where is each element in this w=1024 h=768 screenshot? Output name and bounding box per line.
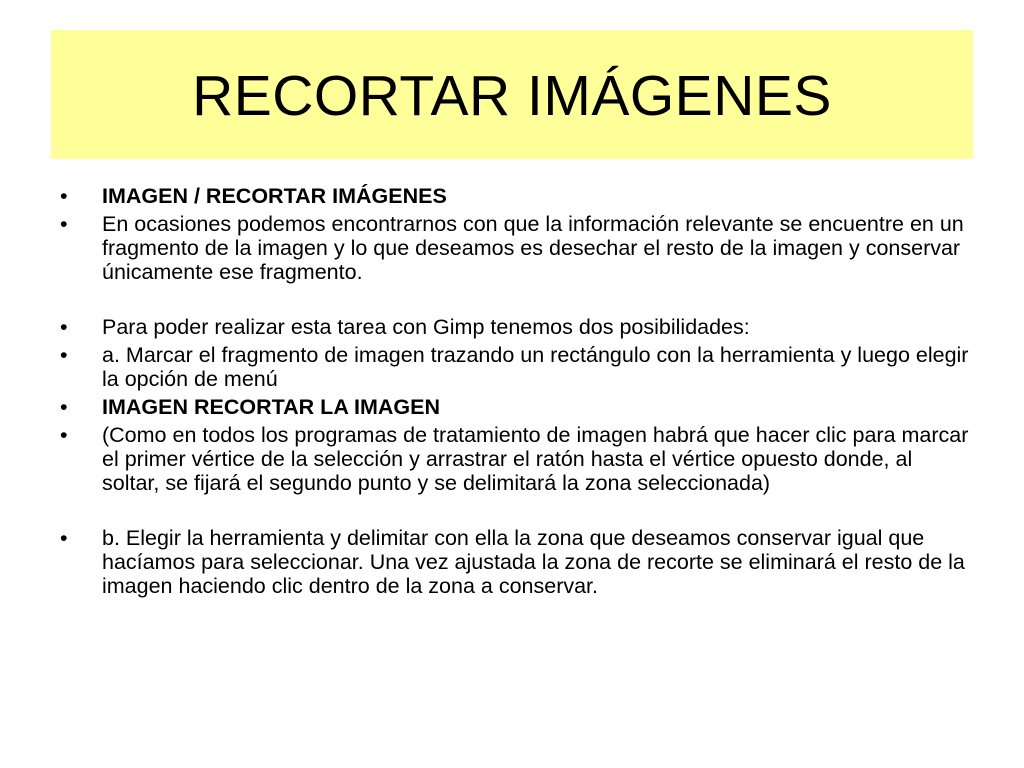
bullet-dot-icon: •	[60, 423, 68, 447]
bullet-text: (Como en todos los programas de tratamiento de imagen habrá que hacer clic para marcar el primer vértice de la selección y arrastrar el ratón hasta el vértice opuesto donde, al soltar, se fijará el segundo punto y se delimitará la zona seleccionada)	[102, 423, 969, 495]
bullet-item	[60, 526, 970, 598]
bullet-dot-icon: •	[60, 526, 68, 550]
bullet-item	[60, 343, 970, 391]
bullet-item	[60, 423, 970, 495]
bullet-dot-icon: •	[60, 184, 68, 208]
bullet-text: En ocasiones podemos encontrarnos con que la información relevante se encuentre en un fragmento de la imagen y lo que deseamos es desechar el resto de la imagen y conservar únicamente ese fragmento.	[102, 212, 964, 284]
bullet-list	[60, 184, 970, 602]
bullet-item	[60, 212, 970, 284]
bullet-text: b. Elegir la herramienta y delimitar con ella la zona que deseamos conservar igual que hacíamos para seleccionar. Una vez ajustada la zona de recorte se eliminará el resto de la imagen haciendo clic dentro de la zona a conservar.	[102, 526, 965, 598]
bullet-text: a. Marcar el fragmento de imagen trazando un rectángulo con la herramienta y luego elegir la opción de menú	[102, 343, 969, 391]
slide-title: RECORTAR IMÁGENES	[192, 64, 832, 128]
title-banner	[51, 30, 973, 159]
bullet-dot-icon: •	[60, 315, 68, 339]
bullet-item	[60, 184, 970, 208]
bullet-text: IMAGEN RECORTAR LA IMAGEN	[102, 395, 441, 419]
bullet-dot-icon: •	[60, 395, 68, 419]
bullet-dot-icon: •	[60, 212, 68, 236]
bullet-text: Para poder realizar esta tarea con Gimp tenemos dos posibilidades:	[102, 315, 750, 339]
bullet-text: IMAGEN / RECORTAR IMÁGENES	[102, 184, 447, 208]
bullet-item	[60, 395, 970, 419]
bullet-dot-icon: •	[60, 343, 68, 367]
bullet-item	[60, 315, 970, 339]
